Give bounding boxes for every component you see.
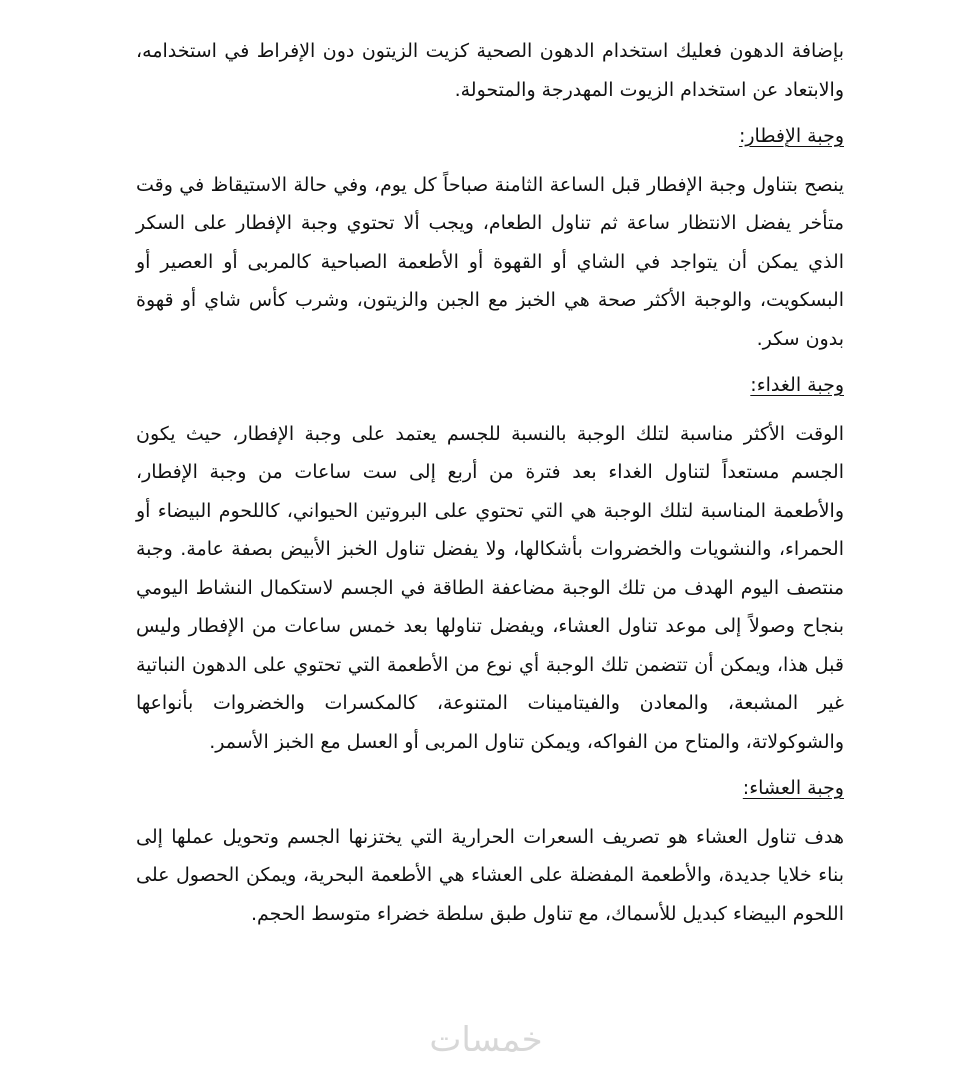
khamsat-watermark: خمسات: [429, 1020, 543, 1060]
lunch-paragraph: الوقت الأكثر مناسبة لتلك الوجبة بالنسبة للجسم يعتمد على وجبة الإفطار، حيث يكون الجسم مستعداً لتناول الغداء بعد فترة من أربع إلى ست ساعات من وجبة الإفطار، والأطعمة المناسبة لتلك الوجبة هي التي تحتوي على البروتين الحيواني، كاللحوم البيضاء أو الحمراء، والنشويات والخضروات بأشكالها، ولا يفضل تناول الخبز الأبيض بصفة عامة. وجبة منتصف اليوم الهدف من تلك الوجبة مضاعفة الطاقة في الجسم لاستكمال النشاط اليومي بنجاح وصولاً إلى موعد تناول العشاء، ويفضل تناولها بعد خمس ساعات من الإفطار وليس قبل هذا، ويمكن أن تتضمن تلك الوجبة أي نوع من الأطعمة التي تحتوي على الدهون النباتية غير المشبعة، والمعادن والفيتامينات المتنوعة، كالمكسرات والخضروات بأنواعها والشوكولاتة، والمتاح من الفواكه، ويمكن تناول المربى أو العسل مع الخبز الأسمر.: [136, 422, 844, 753]
breakfast-heading: وجبة الإفطار:: [738, 125, 844, 147]
breakfast-paragraph: ينصح بتناول وجبة الإفطار قبل الساعة الثامنة صباحاً كل يوم، وفي حالة الاستيقاظ في وقت متأخر يفضل الانتظار ساعة ثم تناول الطعام، ويجب ألا تحتوي وجبة الإفطار على السكر الذي يمكن أن يتواجد في الشاي أو القهوة أو الأطعمة الصباحية كالمربى أو العصير أو البسكويت، والوجبة الأكثر صحة هي الخبز مع الجبن والزيتون، وشرب كأس شاي أو قهوة بدون سكر.: [136, 173, 844, 350]
dinner-heading: وجبة العشاء:: [742, 777, 844, 799]
intro-paragraph: بإضافة الدهون فعليك استخدام الدهون الصحية كزيت الزيتون دون الإفراط في استخدامه، والابتعاد عن استخدام الزيوت المهدرجة والمتحولة.: [136, 40, 844, 101]
dinner-paragraph: هدف تناول العشاء هو تصريف السعرات الحرارية التي يختزنها الجسم وتحويل عملها إلى بناء خلايا جديدة، والأطعمة المفضلة على العشاء هي الأطعمة البحرية، ويمكن الحصول على اللحوم البيضاء كبديل للأسماك، مع تناول طبق سلطة خضراء متوسط الحجم.: [136, 825, 844, 925]
article-body: [136, 32, 844, 933]
lunch-heading: وجبة الغداء:: [750, 374, 844, 396]
